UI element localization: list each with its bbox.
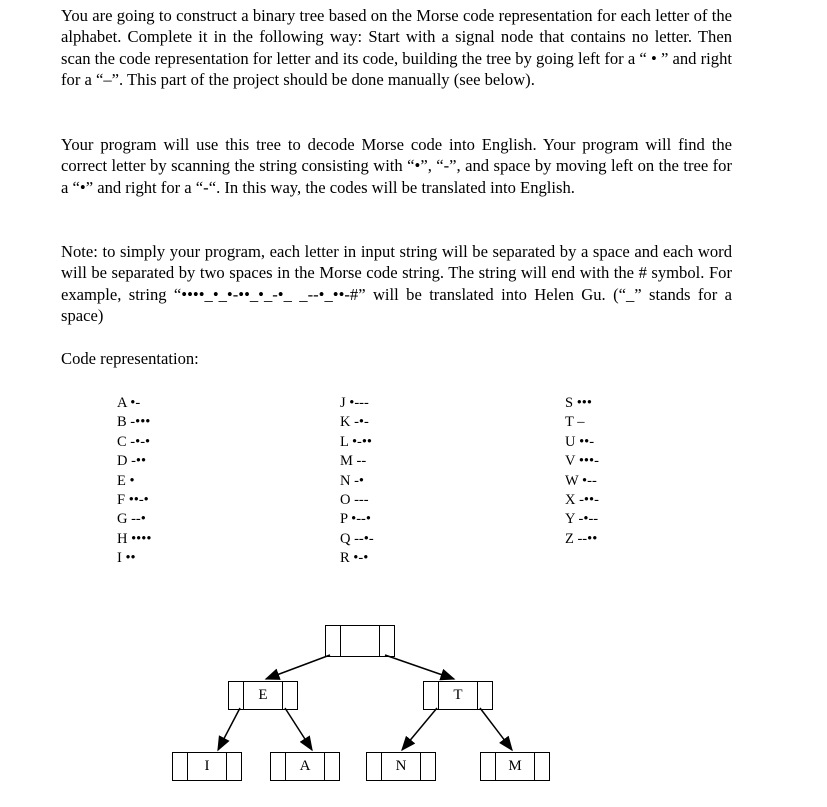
code-item: Z --•• xyxy=(565,530,598,547)
code-item: O --- xyxy=(340,492,369,509)
code-heading: Code representation: xyxy=(61,349,199,368)
code-item: K -•- xyxy=(340,414,369,431)
code-item: M -- xyxy=(340,453,367,470)
note-paragraph: Note: to simply your program, each letter in input string will be separated by a space and each word will be separated by two spaces in the Morse code string. The string will end with the # symbol. For example, string “••••_•_•-••_•_-•_ _--•_••-#” will be translated into Helen Gu. (“_” stands for a space) xyxy=(61,242,732,326)
edge-root-e xyxy=(266,655,330,679)
code-item: E • xyxy=(117,472,135,489)
edge-t-n xyxy=(402,708,437,750)
code-item: N -• xyxy=(340,472,365,489)
code-item: P •--• xyxy=(340,511,371,528)
code-item: F ••-• xyxy=(117,492,149,509)
code-item: L •-•• xyxy=(340,433,373,450)
tree-node-a: A xyxy=(270,752,340,781)
code-item: R •-• xyxy=(340,550,369,567)
code-item: A •- xyxy=(117,395,141,411)
intro-paragraph: You are going to construct a binary tree based on the Morse code representation for each letter of the alphabet. Complete it in the following way: Start with a signal node that contains no letter. Then scan the code representation for letter and its code, building the tree by going left for a “ • ” and right for a “–”. This part of the project should be done manually (see below). xyxy=(61,6,732,90)
code-item: H •••• xyxy=(117,530,152,547)
code-item: B -••• xyxy=(117,414,151,431)
edge-e-a xyxy=(285,708,312,750)
edge-t-m xyxy=(480,708,512,750)
edge-e-i xyxy=(218,708,240,750)
tree-node-t: T xyxy=(423,681,493,710)
code-item: T – xyxy=(565,414,585,431)
code-item: Y -•-- xyxy=(565,511,599,528)
code-item: W •-- xyxy=(565,472,597,489)
tree-node-root xyxy=(325,625,395,657)
tree-node-n: N xyxy=(366,752,436,781)
tree-node-e: E xyxy=(228,681,298,710)
code-item: V •••- xyxy=(565,453,599,470)
edge-root-t xyxy=(385,655,454,679)
code-item: I •• xyxy=(117,550,136,567)
code-item: U ••- xyxy=(565,433,595,450)
code-item: G --• xyxy=(117,511,146,528)
code-item: X -••- xyxy=(565,492,599,509)
code-item: C -•-• xyxy=(117,433,151,450)
code-item: S ••• xyxy=(565,395,592,411)
code-item: Q --•- xyxy=(340,530,374,547)
tree-node-i: I xyxy=(172,752,242,781)
tree-node-m: M xyxy=(480,752,550,781)
code-item: J •--- xyxy=(340,395,369,411)
decode-paragraph: Your program will use this tree to decode Morse code into English. Your program will find the correct letter by scanning the string consisting with “•”, “-”, and space by moving left on the tree for a “•” and right for a “-“. In this way, the codes will be translated into English. xyxy=(61,135,732,197)
code-item: D -•• xyxy=(117,453,147,470)
